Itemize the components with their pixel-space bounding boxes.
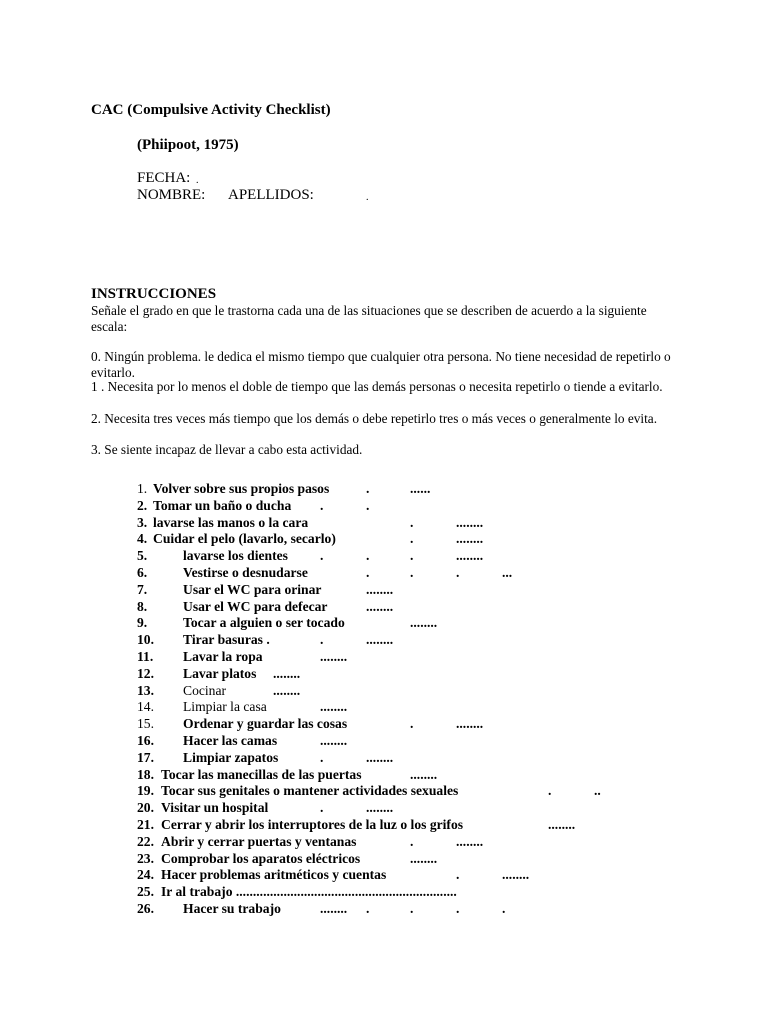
checklist-item-answer-mark[interactable]: . bbox=[502, 901, 506, 916]
checklist-item-text: Cuidar el pelo (lavarlo, secarlo) bbox=[153, 531, 336, 547]
checklist-item-answer-mark[interactable]: ........ bbox=[548, 817, 576, 832]
checklist-item bbox=[0, 564, 768, 581]
checklist-item-number: 20. bbox=[137, 800, 154, 816]
checklist-item-number: 17. bbox=[137, 749, 154, 765]
checklist-item-answer-mark[interactable]: . bbox=[410, 548, 414, 564]
checklist-item-text: Limpiar la casa bbox=[183, 699, 267, 715]
checklist-item-number: 7. bbox=[137, 581, 148, 597]
checklist-item-answer-mark[interactable]: . bbox=[366, 565, 370, 580]
checklist-item-answer-mark[interactable]: . bbox=[366, 497, 370, 513]
checklist-item-text: Visitar un hospital bbox=[161, 800, 269, 816]
checklist-item-text: Lavar la ropa bbox=[183, 649, 263, 664]
checklist-item-text: Tocar a alguien o ser tocado bbox=[183, 615, 345, 631]
checklist-item-number: 3. bbox=[137, 514, 148, 530]
checklist-item bbox=[0, 665, 768, 682]
checklist-item-text: Hacer las camas bbox=[183, 733, 278, 748]
checklist-item-answer-mark[interactable]: ........ bbox=[273, 665, 301, 681]
checklist-item-answer-mark[interactable]: . bbox=[548, 783, 552, 799]
checklist-item bbox=[0, 866, 768, 883]
checklist-item-answer-mark[interactable]: ........ bbox=[410, 766, 438, 782]
checklist-item bbox=[0, 631, 768, 648]
checklist-item bbox=[0, 833, 768, 850]
checklist-item bbox=[0, 682, 768, 699]
checklist-item-number: 24. bbox=[137, 867, 154, 883]
checklist-item bbox=[0, 614, 768, 631]
checklist-item-text: Comprobar los aparatos eléctricos bbox=[161, 850, 361, 866]
checklist-item-number: 19. bbox=[137, 783, 154, 799]
checklist-item bbox=[0, 698, 768, 715]
checklist-item-text: Cerrar y abrir los interruptores de la luz o los grifos bbox=[161, 817, 464, 832]
checklist-item-answer-mark[interactable]: .. bbox=[594, 783, 601, 799]
checklist-item bbox=[0, 648, 768, 665]
checklist-item-answer-mark[interactable]: ........ bbox=[456, 531, 484, 547]
checklist-item-number: 16. bbox=[137, 733, 154, 748]
checklist-item-answer-mark[interactable]: ........ bbox=[410, 615, 438, 631]
checklist-item-number: 10. bbox=[137, 632, 154, 648]
checklist-item bbox=[0, 732, 768, 749]
checklist-item-answer-mark[interactable]: ........ bbox=[366, 632, 394, 648]
checklist-item-answer-mark[interactable]: ........ bbox=[410, 850, 438, 866]
checklist-item-answer-mark[interactable]: ........ bbox=[456, 514, 484, 530]
checklist-item-number: 13. bbox=[137, 682, 154, 698]
checklist-item bbox=[0, 547, 768, 564]
checklist-item bbox=[0, 530, 768, 547]
checklist-item-answer-mark[interactable]: ........ bbox=[320, 649, 348, 664]
checklist-item-answer-mark[interactable]: ........ bbox=[366, 598, 394, 614]
checklist-item-number: 22. bbox=[137, 833, 154, 849]
checklist-item-answer-mark[interactable]: . bbox=[410, 514, 414, 530]
checklist-item-number: 9. bbox=[137, 615, 148, 631]
form-title: CAC (Compulsive Activity Checklist) bbox=[91, 102, 331, 118]
checklist-item-text: Ordenar y guardar las cosas bbox=[183, 716, 348, 732]
checklist-item-number: 18. bbox=[137, 766, 154, 782]
checklist-item-answer-mark[interactable]: ........ bbox=[273, 682, 301, 698]
checklist-item-text: lavarse las manos o la cara bbox=[153, 514, 309, 530]
checklist-item-answer-mark[interactable]: . bbox=[320, 632, 324, 648]
checklist-item-answer-mark[interactable]: ...... bbox=[410, 481, 431, 496]
checklist-item-answer-mark[interactable]: . bbox=[410, 716, 414, 732]
checklist-item-number: 21. bbox=[137, 817, 154, 832]
apellidos-label: APELLIDOS: bbox=[228, 187, 314, 203]
checklist-item bbox=[0, 497, 768, 514]
checklist-item bbox=[0, 900, 768, 917]
checklist-item bbox=[0, 749, 768, 766]
checklist-item-answer-mark[interactable]: . bbox=[456, 867, 460, 883]
checklist-item-text: Tomar un baño o ducha bbox=[153, 497, 292, 513]
checklist-item-text: Usar el WC para defecar bbox=[183, 598, 328, 614]
checklist-item-number: 5. bbox=[137, 548, 148, 564]
checklist-item-number: 23. bbox=[137, 850, 154, 866]
checklist-item-number: 14. bbox=[137, 699, 154, 715]
checklist-item bbox=[0, 799, 768, 816]
checklist-item-text: Hacer su trabajo bbox=[183, 901, 281, 916]
checklist-item bbox=[0, 883, 768, 900]
checklist-item-answer-mark[interactable]: . bbox=[456, 565, 460, 580]
scale-item-0: 0. Ningún problema. le dedica el mismo tiempo que cualquier otra persona. No tiene necesidad de repetirlo o evitarlo. bbox=[91, 349, 671, 380]
checklist-item bbox=[0, 514, 768, 531]
checklist-item-number: 12. bbox=[137, 665, 154, 681]
checklist-item bbox=[0, 782, 768, 799]
checklist-item-text: lavarse los dientes bbox=[183, 548, 288, 564]
checklist-item-answer-mark[interactable]: ........ bbox=[366, 749, 394, 765]
checklist-item-answer-mark[interactable]: ........ bbox=[320, 699, 348, 715]
checklist-item-answer-mark[interactable]: ........ bbox=[366, 800, 394, 816]
checklist-item-text: Limpiar zapatos bbox=[183, 749, 279, 765]
nombre-label: NOMBRE: bbox=[137, 187, 206, 203]
checklist-item-answer-mark[interactable]: . bbox=[320, 548, 324, 564]
checklist-item-text: Ir al trabajo ................................................................. bbox=[161, 884, 457, 900]
checklist-item-number: 1. bbox=[137, 481, 148, 496]
checklist-item-number: 6. bbox=[137, 565, 148, 580]
checklist-item-answer-mark[interactable]: . bbox=[366, 901, 370, 916]
checklist-item-answer-mark[interactable]: . bbox=[410, 901, 414, 916]
checklist-item-text: Vestirse o desnudarse bbox=[183, 565, 308, 580]
checklist-item-text: Usar el WC para orinar bbox=[183, 581, 322, 597]
checklist-item-answer-mark[interactable]: . bbox=[410, 565, 414, 580]
checklist-item-answer-mark[interactable]: . bbox=[366, 481, 370, 496]
fecha-value[interactable]: . bbox=[196, 175, 199, 186]
scale-item-1: 1 . Necesita por lo menos el doble de tiempo que las demás personas o necesita repetirlo o tiende a evitarlo. bbox=[91, 379, 663, 394]
checklist-item-answer-mark[interactable]: . bbox=[456, 901, 460, 916]
checklist-item-answer-mark[interactable]: . bbox=[410, 833, 414, 849]
checklist-item-answer-mark[interactable]: . bbox=[366, 548, 370, 564]
checklist-item-answer-mark[interactable]: ........ bbox=[502, 867, 530, 883]
checklist-item-number: 8. bbox=[137, 598, 148, 614]
checklist-item-answer-mark[interactable]: ........ bbox=[320, 733, 348, 748]
checklist-item-number: 11. bbox=[137, 649, 154, 664]
checklist-item-answer-mark[interactable]: ........ bbox=[456, 548, 484, 564]
checklist-item-text: Tocar las manecillas de las puertas bbox=[161, 766, 362, 782]
checklist-item-answer-mark[interactable]: ........ bbox=[456, 716, 484, 732]
checklist-item-answer-mark[interactable]: . bbox=[320, 749, 324, 765]
checklist-item-answer-mark[interactable]: ........ bbox=[456, 833, 484, 849]
checklist-item-text: Tocar sus genitales o mantener actividades sexuales bbox=[161, 783, 459, 799]
checklist-item-answer-mark[interactable]: ........ bbox=[366, 581, 394, 597]
checklist-item-text: Cocinar bbox=[183, 682, 227, 698]
checklist-item bbox=[0, 816, 768, 833]
fecha-label: FECHA: bbox=[137, 170, 191, 186]
checklist-item bbox=[0, 715, 768, 732]
instructions-intro: Señale el grado en que le trastorna cada una de las situaciones que se describen de acuerdo a la siguiente escala: bbox=[91, 303, 647, 334]
form-author-citation: (Phiipoot, 1975) bbox=[137, 137, 239, 153]
apellidos-value[interactable]: . bbox=[366, 192, 369, 203]
checklist-item-answer-mark[interactable]: . bbox=[320, 800, 324, 816]
checklist-item-answer-mark[interactable]: ... bbox=[502, 565, 513, 580]
checklist-item bbox=[0, 766, 768, 783]
checklist-item bbox=[0, 850, 768, 867]
scale-item-2: 2. Necesita tres veces más tiempo que los demás o debe repetirlo tres o más veces o generalmente lo evita. bbox=[91, 411, 658, 426]
checklist-item bbox=[0, 581, 768, 598]
checklist-item-answer-mark[interactable]: . bbox=[320, 497, 324, 513]
checklist-item-answer-mark[interactable]: ........ bbox=[320, 901, 348, 916]
checklist-item-answer-mark[interactable]: . bbox=[410, 531, 414, 547]
checklist-item-number: 25. bbox=[137, 884, 154, 900]
checklist-item-text: Hacer problemas aritméticos y cuentas bbox=[161, 867, 387, 883]
checklist-item-number: 15. bbox=[137, 716, 154, 732]
checklist-item bbox=[0, 480, 768, 497]
checklist-item-number: 2. bbox=[137, 497, 148, 513]
checklist-item-text: Tirar basuras . bbox=[183, 632, 270, 648]
scale-item-3: 3. Se siente incapaz de llevar a cabo esta actividad. bbox=[91, 442, 363, 457]
checklist-item-number: 26. bbox=[137, 901, 154, 916]
checklist-item-text: Lavar platos bbox=[183, 665, 257, 681]
checklist-item-text: Abrir y cerrar puertas y ventanas bbox=[161, 833, 357, 849]
checklist-item bbox=[0, 598, 768, 615]
checklist-item-text: Volver sobre sus propios pasos bbox=[153, 481, 330, 496]
checklist-item-number: 4. bbox=[137, 531, 148, 547]
instructions-heading: INSTRUCCIONES bbox=[91, 286, 217, 302]
